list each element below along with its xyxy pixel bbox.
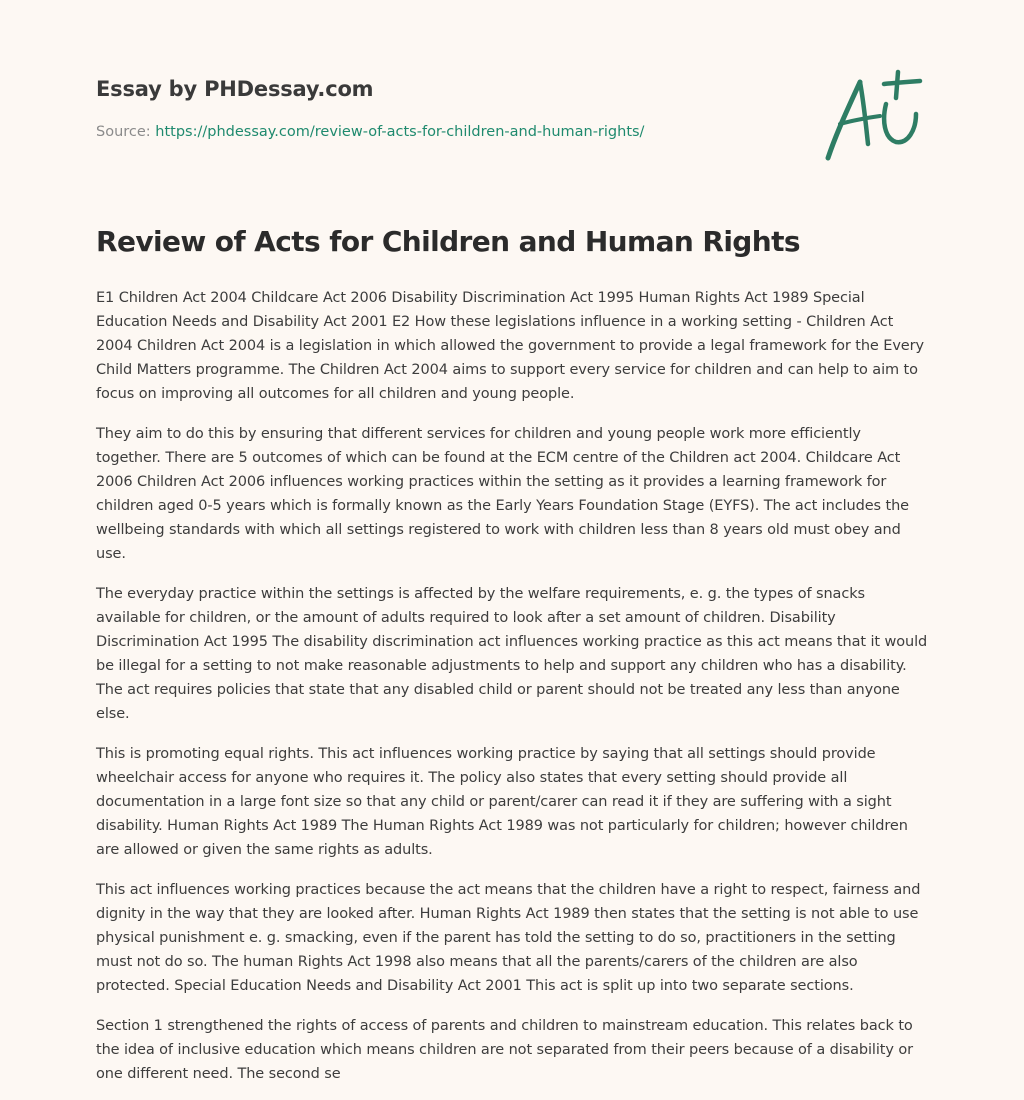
essay-title: Review of Acts for Children and Human Rights	[96, 225, 800, 258]
paragraph: They aim to do this by ensuring that different services for children and young people work more efficiently together. There are 5 outcomes of which can be found at the ECM centre of the Children act 2004. Childcare Act 2006 Children Act 2006 influences working practices within the setting as it provides a learning framework for children aged 0-5 years which is formally known as the Early Years Foundation Stage (EYFS). The act includes the wellbeing standards with which all settings registered to work with children less than 8 years old must obey and use.	[96, 426, 909, 562]
source-link[interactable]: https://phdessay.com/review-of-acts-for-children-and-human-rights/	[155, 124, 645, 140]
source-label: Source:	[96, 124, 151, 140]
a-plus-logo-icon	[820, 64, 928, 166]
paragraph: This is promoting equal rights. This act influences working practice by saying that all settings should provide wheelchair access for anyone who requires it. The policy also states that every setting should provide all documentation in a large font size so that any child or parent/carer can read it if they are suffering with a sight disability. Human Rights Act 1989 The Human Rights Act 1989 was not particularly for children; however children are allowed or given the same rights as adults.	[96, 746, 908, 858]
paragraph: Section 1 strengthened the rights of access of parents and children to mainstream education. This relates back to the idea of inclusive education which means children are not separated from their peers because of a disability or one different need. The second se	[96, 1018, 913, 1082]
paragraph: The everyday practice within the settings is affected by the welfare requirements, e. g. the types of snacks available for children, or the amount of adults required to look after a set amount of children. Disability Discrimination Act 1995 The disability discrimination act influences working practice as this act means that it would be illegal for a setting to not make reasonable adjustments to help and support any children who has a disability. The act requires policies that state that any disabled child or parent should not be treated any less than anyone else.	[96, 586, 928, 722]
site-brand: Essay by PHDessay.com	[96, 77, 374, 101]
source-line	[96, 124, 644, 140]
essay-body	[96, 286, 928, 1100]
paragraph: E1 Children Act 2004 Childcare Act 2006 Disability Discrimination Act 1995 Human Rights Act 1989 Special Education Needs and Disability Act 2001 E2 How these legislations influence in a working setting - Children Act 2004 Children Act 2004 is a legislation in which allowed the government to provide a legal framework for the Every Child Matters programme. The Children Act 2004 aims to support every service for children and can help to aim to focus on improving all outcomes for all children and young people.	[96, 290, 924, 402]
paragraph: This act influences working practices because the act means that the children have a right to respect, fairness and dignity in the way that they are looked after. Human Rights Act 1989 then states that the setting is not able to use physical punishment e. g. smacking, even if the parent has told the setting to do so, practitioners in the setting must not do so. The human Rights Act 1998 also means that all the parents/carers of the children are also protected. Special Education Needs and Disability Act 2001 This act is split up into two separate sections.	[96, 882, 921, 994]
